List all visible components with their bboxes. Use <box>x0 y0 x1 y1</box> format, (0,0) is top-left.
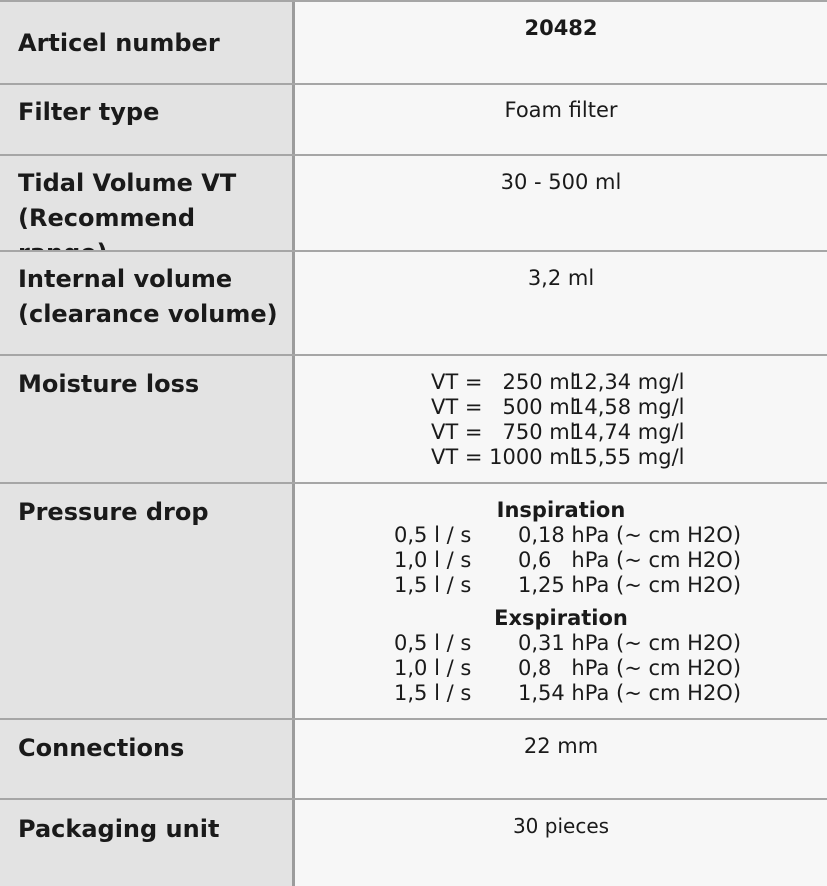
row-packaging-unit <box>0 800 827 886</box>
pressure-drop-value: 0,18 hPa (~ cm H2O) <box>518 523 742 547</box>
pressure-flow: 1,0 l / s <box>394 548 472 572</box>
pressure-flow: 1,5 l / s <box>394 573 472 597</box>
label-internal-volume-line1: Internal volume <box>18 265 233 293</box>
label-internal-volume <box>0 252 295 354</box>
label-connections: Connections <box>0 720 295 798</box>
exspiration-title: Exspiration <box>494 606 628 630</box>
label-pressure-drop: Pressure drop <box>0 484 295 718</box>
pressure-flow: 0,5 l / s <box>394 631 472 655</box>
value-internal-volume: 3,2 ml <box>295 252 827 354</box>
label-tidal-volume-line2: (Recommend <box>18 204 195 232</box>
pressure-drop-value: 0,8 hPa (~ cm H2O) <box>518 656 742 680</box>
moisture-loss-value: 15,55 mg/l <box>571 445 685 469</box>
row-article-number <box>0 2 827 83</box>
pressure-flow: 0,5 l / s <box>394 523 472 547</box>
label-tidal-volume-line1: Tidal Volume VT <box>18 169 237 197</box>
label-article-number: Articel number <box>0 2 295 83</box>
moisture-vt: VT = 250 ml <box>431 370 576 394</box>
exspiration-grid <box>295 631 827 706</box>
value-connections: 22 mm <box>295 720 827 798</box>
pressure-drop-value: 0,31 hPa (~ cm H2O) <box>518 631 742 655</box>
pressure-flow: 1,5 l / s <box>394 681 472 705</box>
row-connections <box>0 720 827 798</box>
inspiration-grid <box>295 523 827 598</box>
value-pressure-drop <box>295 484 827 718</box>
moisture-loss-value: 14,74 mg/l <box>571 420 685 444</box>
moisture-loss-grid <box>295 370 827 470</box>
label-tidal-volume <box>0 156 295 250</box>
inspiration-title: Inspiration <box>496 498 626 522</box>
label-filter-type: Filter type <box>0 85 295 154</box>
moisture-vt: VT = 750 ml <box>431 420 576 444</box>
row-tidal-volume <box>0 156 827 250</box>
value-filter-type: Foam filter <box>295 85 827 154</box>
moisture-loss-value: 14,58 mg/l <box>571 395 685 419</box>
label-internal-volume-line2: (clearance volume) <box>18 300 278 328</box>
label-moisture-loss: Moisture loss <box>0 356 295 482</box>
pressure-flow: 1,0 l / s <box>394 656 472 680</box>
row-moisture-loss <box>0 356 827 482</box>
label-packaging-unit: Packaging unit <box>0 800 295 886</box>
row-pressure-drop <box>0 484 827 718</box>
row-internal-volume <box>0 252 827 354</box>
pressure-drop-value: 1,25 hPa (~ cm H2O) <box>518 573 742 597</box>
value-tidal-volume: 30 - 500 ml <box>295 156 827 250</box>
value-article-number: 20482 <box>295 2 827 83</box>
pressure-drop-value: 0,6 hPa (~ cm H2O) <box>518 548 742 572</box>
moisture-vt: VT = 500 ml <box>431 395 576 419</box>
value-packaging-unit: 30 pieces <box>295 800 827 886</box>
value-moisture-loss <box>295 356 827 482</box>
row-filter-type <box>0 85 827 154</box>
moisture-loss-value: 12,34 mg/l <box>571 370 685 394</box>
pressure-drop-value: 1,54 hPa (~ cm H2O) <box>518 681 742 705</box>
moisture-vt: VT = 1000 ml <box>431 445 576 469</box>
